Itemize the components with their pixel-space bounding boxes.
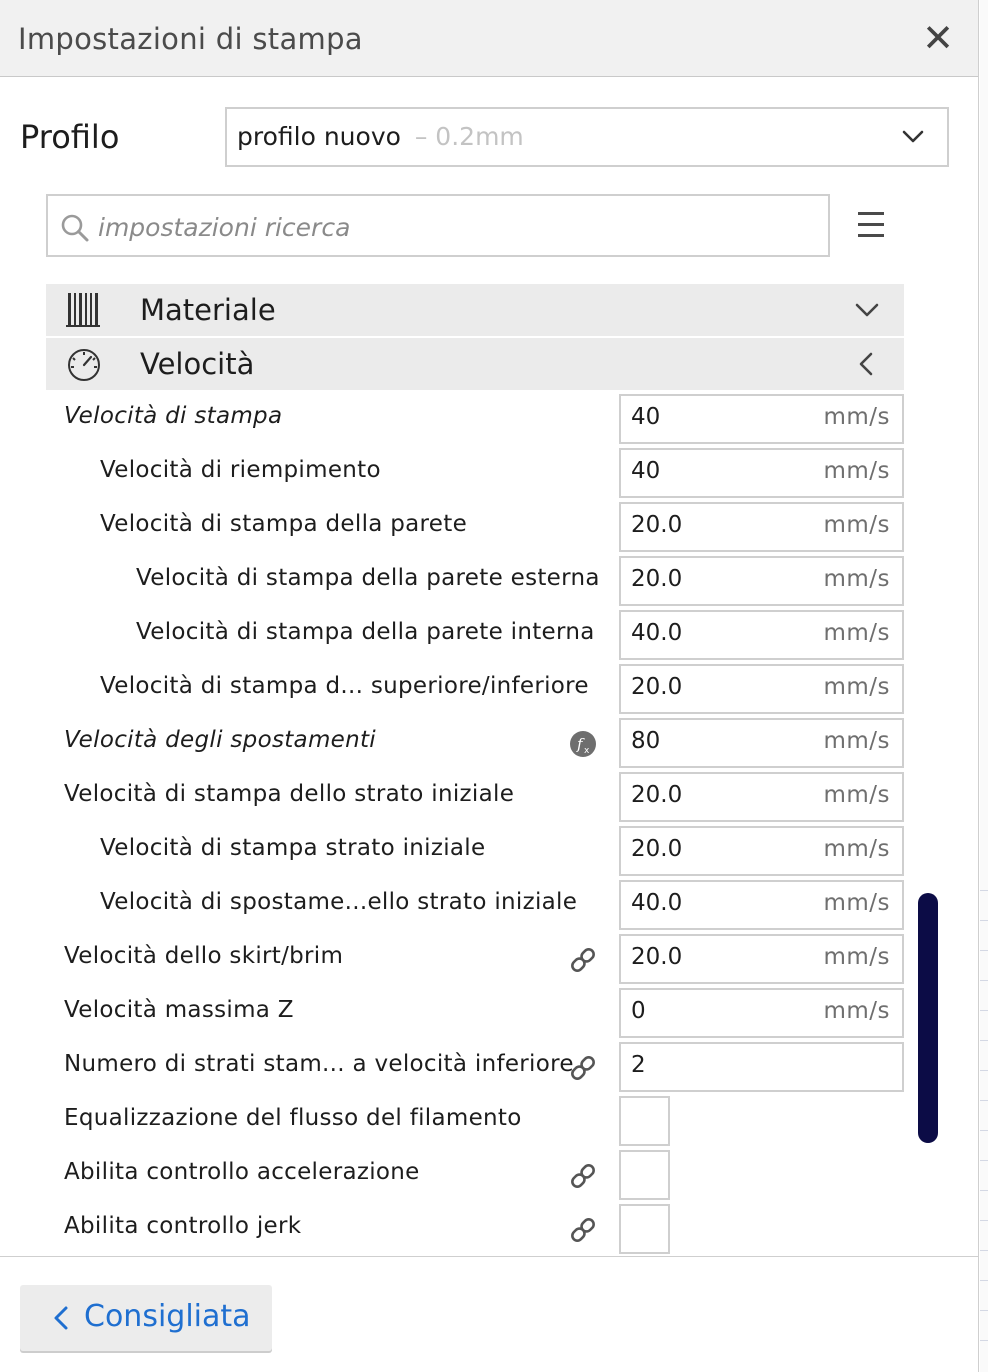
setting-row xyxy=(0,716,978,770)
profile-name: profilo nuovo xyxy=(237,122,401,151)
field-value: 0 xyxy=(631,998,646,1024)
speed-gauge-icon xyxy=(64,345,104,383)
setting-row xyxy=(0,878,978,932)
initial-layer-print-speed-field[interactable] xyxy=(619,826,904,876)
setting-label: Velocità di spostame...ello strato iniziale xyxy=(100,889,578,915)
initial-layer-speed-field[interactable] xyxy=(619,772,904,822)
print-speed-field[interactable] xyxy=(619,394,904,444)
field-value: 20.0 xyxy=(631,782,683,808)
slower-layers-field[interactable] xyxy=(619,1042,904,1092)
settings-search xyxy=(46,194,830,257)
skirt-brim-speed-field[interactable] xyxy=(619,934,904,984)
profile-layer-height: – 0.2mm xyxy=(414,122,524,151)
setting-row xyxy=(0,446,978,500)
panel-title: Impostazioni di stampa xyxy=(18,22,363,56)
link-icon[interactable] xyxy=(569,1162,597,1190)
chevron-left-icon xyxy=(52,1305,70,1331)
recommended-mode-button[interactable] xyxy=(20,1285,272,1351)
setting-row xyxy=(0,824,978,878)
setting-row xyxy=(0,392,978,446)
initial-layer-travel-speed-field[interactable] xyxy=(619,880,904,930)
category-speed-label: Velocità xyxy=(140,347,255,381)
chevron-left-icon xyxy=(854,351,880,377)
field-unit: mm/s xyxy=(823,890,890,916)
setting-row xyxy=(0,1148,978,1202)
field-unit: mm/s xyxy=(823,404,890,430)
field-value: 40.0 xyxy=(631,890,683,916)
settings-menu-button[interactable] xyxy=(855,208,887,242)
background-viewport xyxy=(980,0,988,1372)
setting-label: Velocità degli spostamenti xyxy=(64,727,376,753)
link-icon[interactable] xyxy=(569,1216,597,1244)
inner-wall-speed-field[interactable] xyxy=(619,610,904,660)
panel-header xyxy=(0,0,978,77)
setting-label: Velocità massima Z xyxy=(64,997,294,1023)
field-unit: mm/s xyxy=(823,782,890,808)
field-unit: mm/s xyxy=(823,566,890,592)
wall-speed-field[interactable] xyxy=(619,502,904,552)
field-unit: mm/s xyxy=(823,620,890,646)
field-value: 20.0 xyxy=(631,836,683,862)
field-unit: mm/s xyxy=(823,728,890,754)
setting-label: Velocità di stampa della parete esterna xyxy=(136,565,600,591)
close-button[interactable] xyxy=(918,16,958,60)
setting-row xyxy=(0,986,978,1040)
function-icon[interactable] xyxy=(569,730,597,758)
category-material[interactable] xyxy=(46,284,904,336)
field-value: 2 xyxy=(631,1052,646,1078)
setting-row xyxy=(0,932,978,986)
profile-label: Profilo xyxy=(20,118,120,156)
setting-label: Abilita controllo jerk xyxy=(64,1213,302,1239)
recommended-mode-label: Consigliata xyxy=(84,1299,251,1334)
jerk-control-checkbox[interactable] xyxy=(619,1204,670,1254)
chevron-down-icon xyxy=(854,297,880,323)
setting-label: Numero di strati stam... a velocità inferiore xyxy=(64,1051,574,1077)
field-unit: mm/s xyxy=(823,674,890,700)
setting-row xyxy=(0,1040,978,1094)
search-icon xyxy=(60,213,90,243)
setting-row xyxy=(0,770,978,824)
travel-speed-field[interactable] xyxy=(619,718,904,768)
chevron-down-icon xyxy=(901,125,925,149)
close-icon: ✕ xyxy=(922,16,954,60)
setting-row xyxy=(0,554,978,608)
field-value: 80 xyxy=(631,728,661,754)
link-icon[interactable] xyxy=(569,1054,597,1082)
profile-dropdown[interactable] xyxy=(225,107,949,167)
setting-label: Velocità dello skirt/brim xyxy=(64,943,344,969)
setting-row xyxy=(0,662,978,716)
setting-row xyxy=(0,500,978,554)
setting-label: Equalizzazione del flusso del filamento xyxy=(64,1105,522,1131)
svg-text:f: f xyxy=(577,735,583,753)
setting-row xyxy=(0,1094,978,1148)
max-z-speed-field[interactable] xyxy=(619,988,904,1038)
setting-label: Velocità di stampa della parete xyxy=(100,511,468,537)
field-unit: mm/s xyxy=(823,458,890,484)
infill-speed-field[interactable] xyxy=(619,448,904,498)
outer-wall-speed-field[interactable] xyxy=(619,556,904,606)
field-value: 20.0 xyxy=(631,944,683,970)
search-input[interactable] xyxy=(96,206,820,248)
link-icon[interactable] xyxy=(569,946,597,974)
setting-label: Velocità di stampa xyxy=(64,403,283,429)
svg-text:x: x xyxy=(584,746,590,756)
category-material-label: Materiale xyxy=(140,293,276,327)
field-value: 20.0 xyxy=(631,512,683,538)
top-bottom-speed-field[interactable] xyxy=(619,664,904,714)
setting-label: Abilita controllo accelerazione xyxy=(64,1159,420,1185)
setting-label: Velocità di stampa d... superiore/inferiore xyxy=(100,673,589,699)
setting-row xyxy=(0,608,978,662)
field-value: 40 xyxy=(631,458,661,484)
hamburger-icon xyxy=(858,212,884,215)
field-value: 20.0 xyxy=(631,674,683,700)
setting-label: Velocità di stampa dello strato iniziale xyxy=(64,781,515,807)
hamburger-icon xyxy=(858,234,884,237)
hamburger-icon xyxy=(858,223,884,226)
field-value: 40 xyxy=(631,404,661,430)
category-speed[interactable] xyxy=(46,338,904,390)
footer-divider xyxy=(0,1256,978,1257)
field-unit: mm/s xyxy=(823,836,890,862)
field-value: 20.0 xyxy=(631,566,683,592)
field-unit: mm/s xyxy=(823,944,890,970)
field-value: 40.0 xyxy=(631,620,683,646)
profile-value xyxy=(237,122,524,151)
material-icon xyxy=(64,291,104,329)
field-unit: mm/s xyxy=(823,512,890,538)
setting-label: Velocità di stampa della parete interna xyxy=(136,619,595,645)
settings-scrollbar[interactable] xyxy=(918,893,938,1143)
setting-label: Velocità di riempimento xyxy=(100,457,381,483)
setting-label: Velocità di stampa strato iniziale xyxy=(100,835,486,861)
acceleration-control-checkbox[interactable] xyxy=(619,1150,670,1200)
field-unit: mm/s xyxy=(823,998,890,1024)
flow-equalization-checkbox[interactable] xyxy=(619,1096,670,1146)
setting-row xyxy=(0,1202,978,1256)
